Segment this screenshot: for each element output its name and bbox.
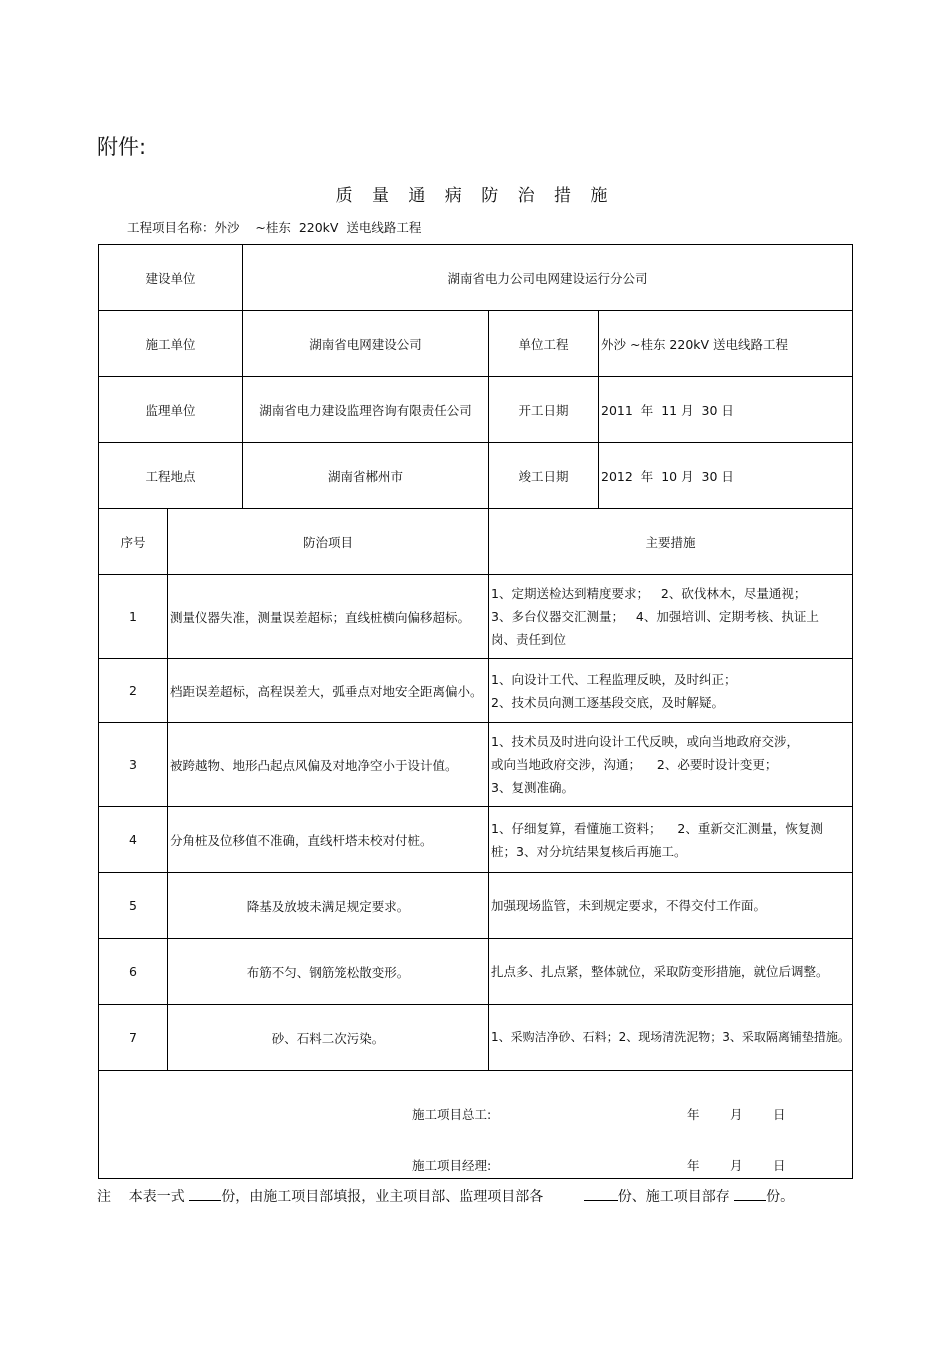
manager-month-label: 月 bbox=[730, 1158, 743, 1173]
table-row bbox=[99, 873, 853, 939]
header-item: 防治项目 bbox=[168, 509, 489, 575]
measure-line: 2、技术员向测工逐基段交底，及时解疑。 bbox=[491, 694, 724, 710]
note-part1: 份，由施工项目部填报，业主项目部、监理项目部各 bbox=[221, 1189, 544, 1205]
start-date-label: 开工日期 bbox=[489, 377, 599, 443]
start-date-value: 2011 年 11 月 30 日 bbox=[599, 377, 853, 443]
table-row bbox=[99, 723, 853, 807]
row-item: 降基及放坡未满足规定要求。 bbox=[168, 873, 489, 939]
measures-header-row bbox=[99, 509, 853, 575]
manager-day-label: 日 bbox=[773, 1158, 786, 1173]
chief-engineer-label: 施工项目总工: bbox=[412, 1107, 492, 1122]
header-no: 序号 bbox=[99, 509, 168, 575]
project-name-line: 工程项目名称：外沙 ~桂东 220kV 送电线路工程 bbox=[127, 220, 422, 235]
copies-blank-total bbox=[189, 1186, 221, 1201]
unit-project-value: 外沙 ~桂东 220kV 送电线路工程 bbox=[599, 311, 853, 377]
builder-value: 湖南省电网建设公司 bbox=[243, 311, 489, 377]
row-no: 7 bbox=[99, 1005, 168, 1071]
supervisor-label: 监理单位 bbox=[99, 377, 243, 443]
page-title: 质 量 通 病 防 治 措 施 bbox=[335, 186, 615, 206]
row-measure bbox=[489, 939, 853, 1005]
note-part2: 份、施工项目部存 bbox=[617, 1189, 730, 1205]
info-row-site bbox=[99, 443, 853, 509]
chief-month-label: 月 bbox=[730, 1107, 743, 1122]
copies-blank-project bbox=[734, 1186, 766, 1201]
site-label: 工程地点 bbox=[99, 443, 243, 509]
row-item: 分角桩及位移值不准确，直线杆塔未校对付桩。 bbox=[168, 807, 489, 873]
footer-note bbox=[97, 1186, 794, 1206]
row-no: 3 bbox=[99, 723, 168, 807]
site-value: 湖南省郴州市 bbox=[243, 443, 489, 509]
info-row-builder bbox=[99, 311, 853, 377]
measure-line: 1、采购洁净砂、石料；2、现场清洗泥物；3、采取隔离铺垫措施。 bbox=[491, 1030, 850, 1044]
chief-day-label: 日 bbox=[773, 1107, 786, 1122]
measure-line: 桩；3、对分坑结果复核后再施工。 bbox=[491, 843, 687, 859]
manager-year-label: 年 bbox=[687, 1158, 700, 1173]
row-item: 砂、石料二次污染。 bbox=[168, 1005, 489, 1071]
construction-unit-value: 湖南省电力公司电网建设运行分公司 bbox=[243, 245, 853, 311]
measure-line: 1、向设计工代、工程监理反映，及时纠正； bbox=[491, 671, 737, 687]
row-item: 档距误差超标，高程误差大，弧垂点对地安全距离偏小。 bbox=[168, 659, 489, 723]
table-row bbox=[99, 659, 853, 723]
row-item: 布筋不匀、钢筋笼松散变形。 bbox=[168, 939, 489, 1005]
row-measure bbox=[489, 873, 853, 939]
measure-line: 加强现场监管，未到规定要求，不得交付工作面。 bbox=[491, 898, 767, 913]
info-row-supervisor bbox=[99, 377, 853, 443]
supervisor-value: 湖南省电力建设监理咨询有限责任公司 bbox=[243, 377, 489, 443]
chief-year-label: 年 bbox=[687, 1107, 700, 1122]
manager-label: 施工项目经理: bbox=[412, 1158, 492, 1173]
end-date-value: 2012 年 10 月 30 日 bbox=[599, 443, 853, 509]
row-item: 测量仪器失准，测量误差超标；直线桩横向偏移超标。 bbox=[168, 575, 489, 659]
signature-cell bbox=[99, 1071, 853, 1179]
info-row-construction-unit bbox=[99, 245, 853, 311]
end-date-label: 竣工日期 bbox=[489, 443, 599, 509]
measure-line: 3、多台仪器交汇测量； 4、加强培训、定期考核、执证上 bbox=[491, 609, 819, 624]
attachment-label: 附件: bbox=[97, 135, 147, 159]
copies-blank-each bbox=[584, 1186, 618, 1201]
measure-line: 1、仔细复算，看懂施工资料； 2、重新交汇测量，恢复测 bbox=[491, 820, 823, 836]
measure-line: 1、定期送检达到精度要求； 2、砍伐林木，尽量通视； bbox=[491, 586, 807, 601]
row-measure bbox=[489, 807, 853, 873]
table-row bbox=[99, 575, 853, 659]
row-measure bbox=[489, 723, 853, 807]
builder-label: 施工单位 bbox=[99, 311, 243, 377]
row-item: 被跨越物、地形凸起点风偏及对地净空小于设计值。 bbox=[168, 723, 489, 807]
header-measure: 主要措施 bbox=[489, 509, 853, 575]
table-row bbox=[99, 939, 853, 1005]
row-no: 2 bbox=[99, 659, 168, 723]
note-part3: 份。 bbox=[766, 1189, 795, 1205]
measure-line: 1、技术员及时进向设计工代反映，或向当地政府交涉， bbox=[491, 734, 799, 749]
row-no: 5 bbox=[99, 873, 168, 939]
measure-line: 或向当地政府交涉，沟通； 2、必要时设计变更； bbox=[491, 757, 778, 772]
note-prefix: 注 本表一式 bbox=[97, 1189, 185, 1205]
row-no: 4 bbox=[99, 807, 168, 873]
row-measure bbox=[489, 659, 853, 723]
row-measure bbox=[489, 575, 853, 659]
measure-line: 3、复测准确。 bbox=[491, 780, 574, 795]
measure-line: 岗、责任到位 bbox=[491, 632, 567, 647]
table-row bbox=[99, 807, 853, 873]
construction-unit-label: 建设单位 bbox=[99, 245, 243, 311]
quality-measures-table bbox=[98, 244, 853, 1179]
row-no: 6 bbox=[99, 939, 168, 1005]
row-no: 1 bbox=[99, 575, 168, 659]
measure-line: 扎点多、扎点紧，整体就位，采取防变形措施，就位后调整。 bbox=[491, 964, 829, 979]
unit-project-label: 单位工程 bbox=[489, 311, 599, 377]
signature-row bbox=[99, 1071, 853, 1179]
row-measure bbox=[489, 1005, 853, 1071]
table-row bbox=[99, 1005, 853, 1071]
